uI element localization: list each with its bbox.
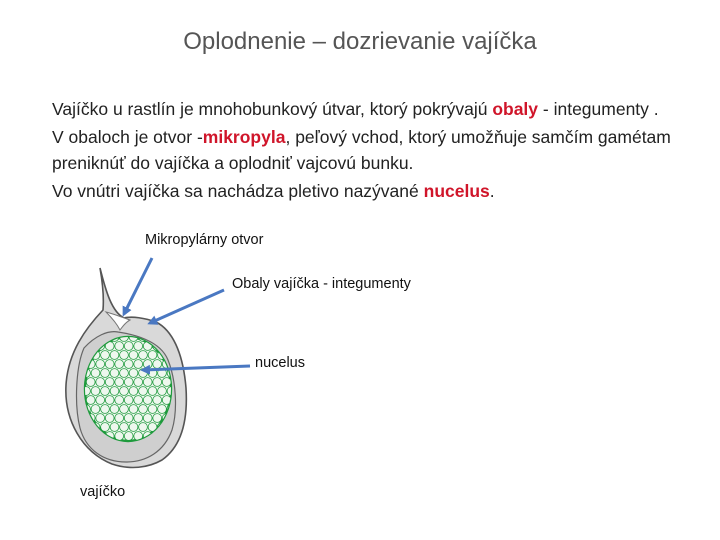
nucellus-cell — [134, 414, 143, 423]
nucellus-cell — [134, 342, 143, 351]
nucellus-cell — [162, 378, 171, 387]
nucellus-cell — [115, 360, 124, 369]
nucellus-cell — [110, 387, 119, 396]
nucellus-cell — [120, 387, 129, 396]
nucellus-cell — [86, 396, 95, 405]
nucellus-cell — [158, 405, 167, 414]
nucellus-cell — [105, 414, 114, 423]
nucellus-cell — [143, 360, 152, 369]
label-ovule: vajíčko — [80, 484, 126, 500]
nucellus-cell — [153, 378, 162, 387]
arrow-integuments — [150, 290, 224, 323]
nucellus-cell — [110, 369, 119, 378]
nucellus-cell — [101, 369, 110, 378]
nucellus-cell — [120, 405, 129, 414]
nucellus-cell — [96, 396, 105, 405]
nucellus-cell — [101, 351, 110, 360]
paragraph-3-text-end: . — [489, 181, 495, 201]
nucellus-cell — [129, 423, 138, 432]
nucellus-cell — [143, 378, 152, 387]
nucellus-cell — [115, 396, 124, 405]
nucellus-cell — [153, 414, 162, 423]
nucellus-cell — [129, 405, 138, 414]
nucellus-cell — [124, 342, 133, 351]
nucellus-cell — [110, 351, 119, 360]
nucellus-cell — [105, 360, 114, 369]
slide-title: Oplodnenie – dozrievanie vajíčka — [183, 28, 537, 55]
nucellus-cell — [115, 378, 124, 387]
nucellus-cell — [148, 351, 157, 360]
nucellus-cell — [120, 423, 129, 432]
arrow-micropyle — [124, 258, 152, 314]
paragraph-1-text-end: - integumenty . — [538, 99, 659, 119]
nucellus-cell — [129, 387, 138, 396]
nucellus-cell — [105, 378, 114, 387]
nucellus-cell — [139, 423, 148, 432]
nucellus-cell — [129, 369, 138, 378]
nucellus-cell — [91, 387, 100, 396]
nucellus-cell — [134, 360, 143, 369]
nucellus-cell — [120, 351, 129, 360]
nucellus-cell — [124, 378, 133, 387]
nucellus-cell — [86, 378, 95, 387]
nucellus-cell — [124, 360, 133, 369]
nucellus-cell — [91, 369, 100, 378]
nucellus-cell — [110, 405, 119, 414]
nucellus-cell — [139, 405, 148, 414]
label-nucellus: nucelus — [255, 355, 305, 371]
nucellus-cell — [148, 387, 157, 396]
nucellus-cell — [101, 387, 110, 396]
nucellus-cell — [139, 351, 148, 360]
term-obaly: obaly — [492, 99, 539, 119]
nucellus-cell — [91, 405, 100, 414]
label-integuments: Obaly vajíčka - integumenty — [232, 276, 411, 292]
nucellus-cell — [153, 396, 162, 405]
nucellus-cell — [124, 432, 133, 441]
nucellus-cell — [134, 378, 143, 387]
term-mikropyla: mikropyla — [202, 127, 286, 147]
paragraph-1-text: Vajíčko u rastlín je mnohobunkový útvar, ktorý pokrývajú — [52, 99, 493, 119]
term-nucelus: nucelus — [423, 181, 490, 201]
nucellus-cell — [148, 405, 157, 414]
nucellus-cell — [120, 369, 129, 378]
nucellus-cell — [143, 396, 152, 405]
nucellus-cell — [129, 351, 138, 360]
nucellus-cell — [115, 414, 124, 423]
paragraph-3-text: Vo vnútri vajíčka sa nachádza pletivo nazývané — [52, 181, 424, 201]
nucellus-cell — [124, 414, 133, 423]
nucellus-cell — [124, 396, 133, 405]
nucellus-cell — [96, 414, 105, 423]
label-micropyle: Mikropylárny otvor — [145, 232, 264, 248]
nucellus-cell — [105, 396, 114, 405]
nucellus-cell — [158, 387, 167, 396]
nucellus-cell — [134, 396, 143, 405]
nucellus-cell — [110, 423, 119, 432]
nucellus-cell — [139, 387, 148, 396]
nucellus-cell — [101, 423, 110, 432]
nucellus-cell — [96, 360, 105, 369]
nucellus-cell — [143, 414, 152, 423]
nucellus-cell — [153, 360, 162, 369]
paragraph-2-text: V obaloch je otvor - — [52, 127, 203, 147]
paragraph-2-text-end: , peľový vchod, ktorý umožňuje samčím gamétam preniknúť do vajíčka a oplodniť vajcovú bunku. — [52, 127, 671, 173]
nucellus-cell — [101, 405, 110, 414]
nucellus-cell — [96, 378, 105, 387]
nucellus-cell — [115, 342, 124, 351]
